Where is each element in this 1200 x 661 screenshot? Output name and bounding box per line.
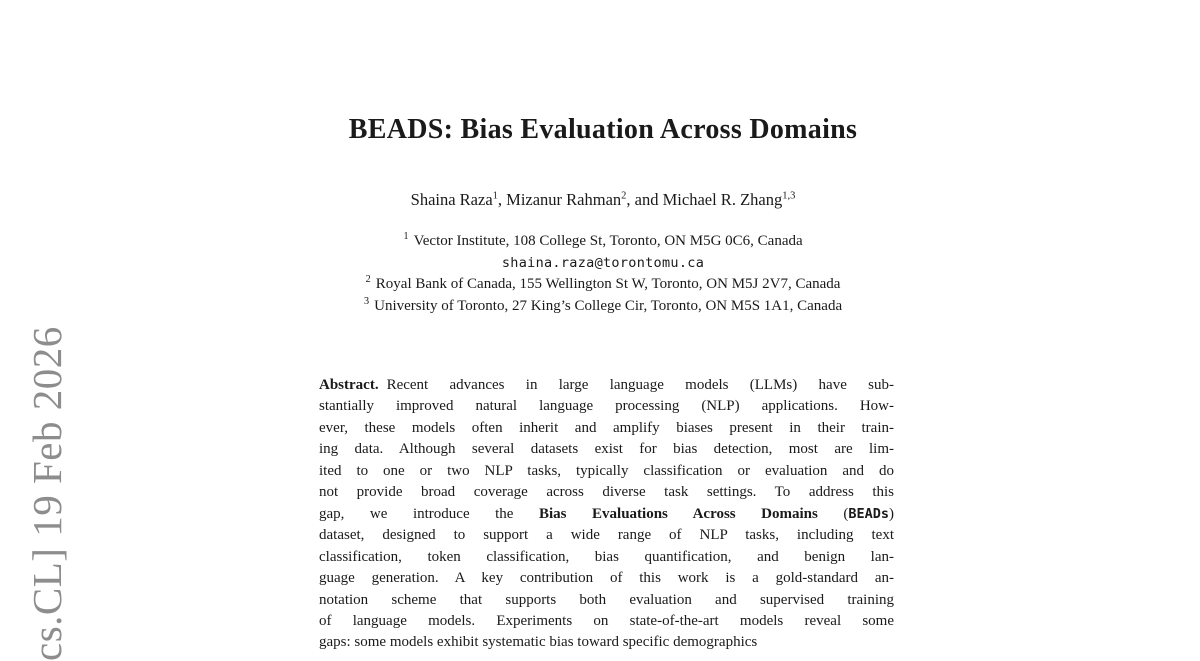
affiliation-text: University of Toronto, 27 King’s College Cir, Toronto, ON M5S 1A1, Canada [374,297,843,314]
author-line [0,190,1200,210]
author-name: Shaina Raza [410,190,493,209]
affiliation-line [0,274,1200,296]
author-name: Michael R. Zhang [662,190,783,209]
abstract-text: ited to one or two NLP tasks, typically classification or evaluation and do [319,462,894,479]
arxiv-watermark: cs.CL] 19 Feb 2026 [24,326,70,661]
author-separator: , and [626,190,663,209]
abstract-text: Recent advances in large language models (LLMs) have sub- [386,377,894,393]
abstract-block [319,375,894,654]
author-separator: , [497,190,507,209]
abstract-text: gaps: some models exhibit systematic bias toward specific demographics [319,634,758,651]
affiliation-text: Royal Bank of Canada, 155 Wellington St W, Toronto, ON M5J 2V7, Canada [375,276,841,293]
affiliation-line [0,296,1200,318]
abstract-label: Abstract. [319,377,379,393]
author-superscript: 2 [621,190,627,202]
abstract-line [319,547,894,568]
abstract-text: stantially improved natural language processing (NLP) applications. How- [319,398,894,415]
abstract-line-clipped [319,632,894,653]
paper-title: BEADS: Bias Evaluation Across Domains [348,114,858,145]
abstract-line [319,375,894,396]
affiliation-superscript: 1 [403,231,409,242]
abstract-text: not provide broad coverage across diverse task settings. To address this [319,484,894,501]
dataset-acronym-mono: BEADs [848,505,890,522]
affiliation-line [0,231,1200,253]
abstract-text: ever, these models often inherit and amplify biases present in their train- [319,419,894,436]
abstract-text: dataset, designed to support a wide range of NLP tasks, including text [319,527,894,544]
abstract-line [319,482,894,503]
dataset-name-bold: Bias Evaluations Across Domains [538,505,818,522]
abstract-line [319,590,894,611]
abstract-line [319,396,894,417]
abstract-line [319,461,894,482]
affiliations-block [0,231,1200,317]
abstract-text: ( [817,505,849,522]
abstract-line [319,525,894,546]
abstract-text: of language models. Experiments on state-of-the-art models reveal some [319,612,894,629]
abstract-text: classification, token classification, bias quantification, and benign lan- [319,548,894,565]
abstract-text: guage generation. A key contribution of this work is a gold-standard an- [319,570,894,587]
author-superscript: 1 [492,190,498,202]
abstract-text: gap, we introduce the [319,505,539,522]
abstract-line [319,611,894,632]
author-name: Mizanur Rahman [506,190,622,209]
abstract-text: ) [889,505,895,522]
affiliation-text: Vector Institute, 108 College St, Toronto, ON M5G 0C6, Canada [413,233,803,249]
abstract-line [319,439,894,460]
abstract-line [319,418,894,439]
author-superscript: 1,3 [782,190,796,202]
affiliation-superscript: 2 [365,274,371,286]
affiliation-superscript: 3 [363,295,370,307]
abstract-text: ing data. Although several datasets exist for bias detection, most are lim- [319,441,894,458]
email-address: shaina.raza@torontomu.ca [501,254,705,271]
abstract-line [319,568,894,589]
abstract-text: notation scheme that supports both evaluation and supervised training [319,591,894,608]
abstract-line [319,504,894,525]
